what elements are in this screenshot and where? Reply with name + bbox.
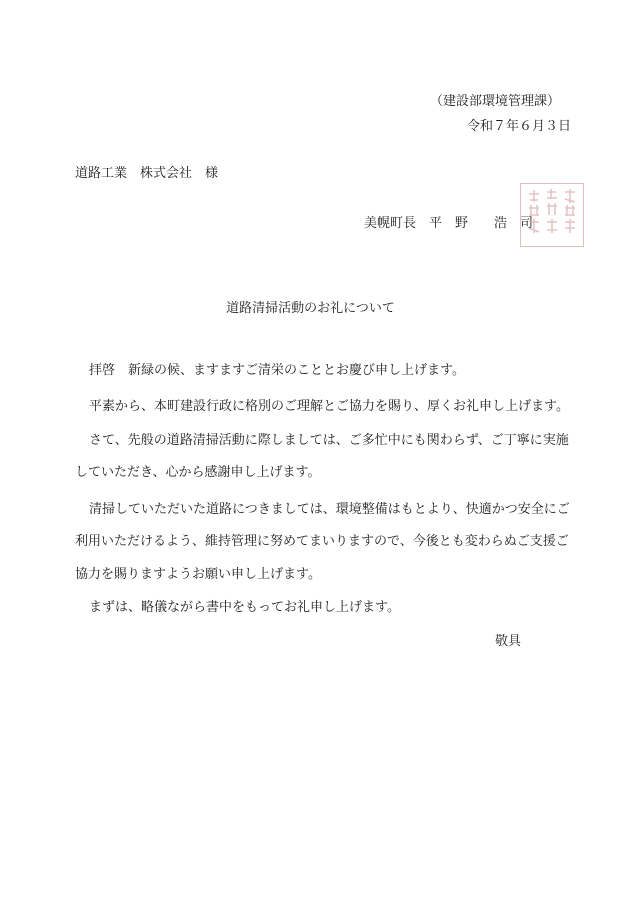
letter-date: 令和７年６月３日 <box>467 119 572 134</box>
recipient-name: 道路工業 株式会社 様 <box>75 166 219 181</box>
body-paragraph-greeting: 拝啓 新緑の候、ますますご清栄のこととお慶び申し上げます。 <box>89 363 465 378</box>
closing-salutation: 敬具 <box>495 634 522 649</box>
body-paragraph-activity-line2: していただき、心から感謝申し上げます。 <box>75 465 321 480</box>
letter-title: 道路清掃活動のお礼について <box>226 301 395 316</box>
body-paragraph-thanks: 平素から、本町建設行政に格別のご理解とご協力を賜り、厚くお礼申し上げます。 <box>89 399 569 414</box>
body-paragraph-activity-line1: さて、先般の道路清掃活動に際しましては、ご多忙中にも関わらず、ご丁寧に実施 <box>89 433 569 448</box>
seal-graphic <box>521 184 582 245</box>
body-paragraph-maintenance-line2: 利用いただけるよう、維持管理に努めてまいりますので、今後とも変わらぬご支援ご <box>75 534 569 549</box>
body-paragraph-maintenance-line1: 清掃していただいた道路につきましては、環境整備はもとより、快適かつ安全にご <box>89 502 570 517</box>
department-name: （建設部環境管理課） <box>430 94 561 109</box>
body-paragraph-maintenance-line3: 協力を賜りますようお願い申し上げます。 <box>75 567 321 582</box>
sender-name: 美幌町長 平 野 浩 司 <box>364 216 534 231</box>
official-seal-stamp <box>520 183 584 247</box>
body-paragraph-closing-remark: まずは、略儀ながら書中をもってお礼申し上げます。 <box>89 600 400 615</box>
